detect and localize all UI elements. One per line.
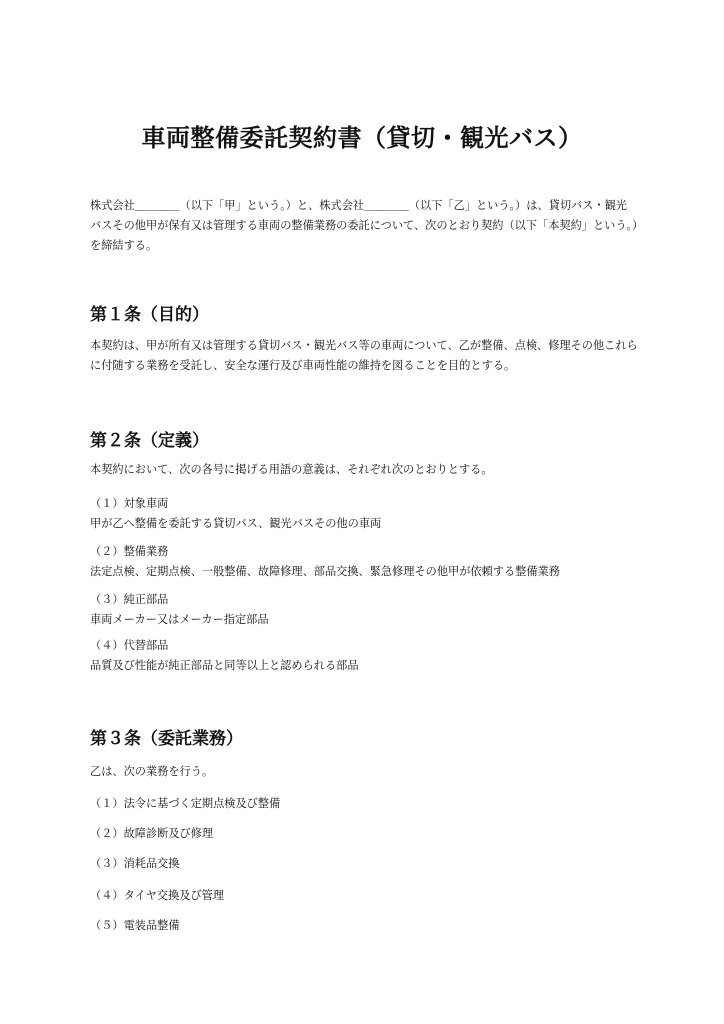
definition-term: （４）代替部品 bbox=[90, 639, 169, 652]
list-item: （２）故障診断及び修理 bbox=[90, 827, 214, 840]
document-title: 車両整備委託契約書（貸切・観光バス） bbox=[141, 124, 583, 152]
definition-text: 甲が乙へ整備を委託する貸切バス、観光バスその他の車両 bbox=[90, 517, 382, 530]
article-2-intro: 本契約において、次の各号に掲げる用語の意義は、それぞれ次のとおりとする。 bbox=[90, 463, 493, 476]
article-3-intro: 乙は、次の業務を行う。 bbox=[90, 765, 214, 778]
article-1-body: 本契約は、甲が所有又は管理する貸切バス・観光バス等の車両について、乙が整備、点検、修理その他これらに付随する業務を受託し、安全な運行及び車両性能の維持を図ることを目的とする。 bbox=[90, 339, 638, 372]
definition-item bbox=[90, 494, 638, 534]
list-item: （４）タイヤ交換及び管理 bbox=[90, 889, 225, 902]
definition-term: （３）純正部品 bbox=[90, 593, 169, 606]
definition-item bbox=[90, 542, 638, 582]
definition-term: （１）対象車両 bbox=[90, 497, 169, 510]
definition-text: 品質及び性能が純正部品と同等以上と認められる部品 bbox=[90, 659, 359, 672]
definition-term: （２）整備業務 bbox=[90, 545, 169, 558]
list-item: （５）電装品整備 bbox=[90, 919, 180, 932]
article-3-heading: 第３条（委託業務） bbox=[90, 729, 243, 749]
definition-item bbox=[90, 636, 638, 676]
list-item: （１）法令に基づく定期点検及び整備 bbox=[90, 797, 281, 810]
article-2-heading: 第２条（定義） bbox=[90, 431, 209, 451]
article-1-heading: 第１条（目的） bbox=[90, 305, 209, 325]
preamble: 株式会社＿＿＿＿（以下「甲」という。）と、株式会社＿＿＿＿（以下「乙」という。）は、貸切バス・観光バスその他甲が保有又は管理する車両の整備業務の委託について、次のとおり契約（以下「本契約」という。）を締結する。 bbox=[90, 199, 638, 252]
definition-text: 法定点検、定期点検、一般整備、故障修理、部品交換、緊急修理その他甲が依頼する整備業務 bbox=[90, 565, 560, 578]
list-item: （３）消耗品交換 bbox=[90, 857, 180, 870]
definition-item bbox=[90, 590, 638, 630]
definition-text: 車両メーカー又はメーカー指定部品 bbox=[90, 613, 269, 626]
